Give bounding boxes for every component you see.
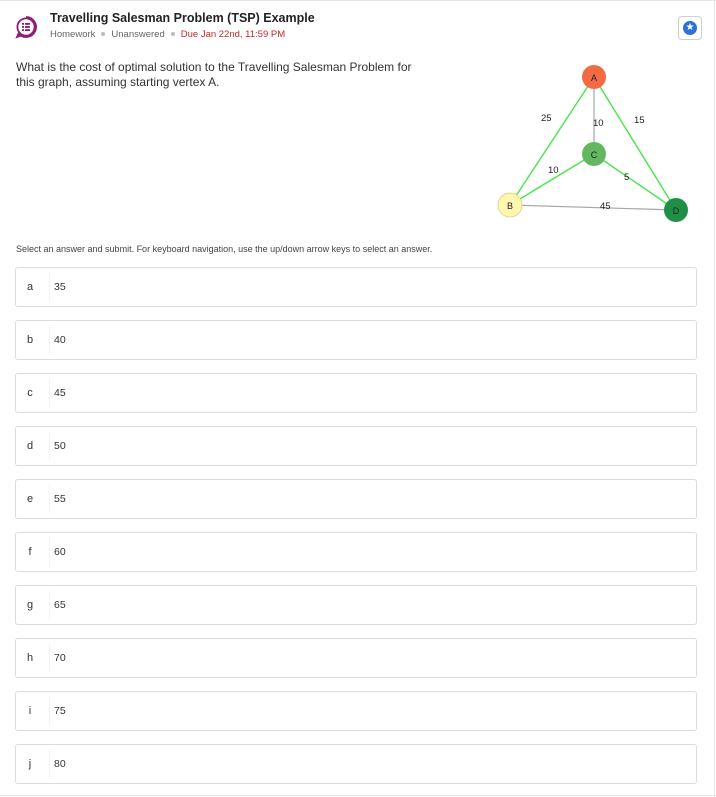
frame-top-border bbox=[0, 0, 716, 1]
option-letter: e bbox=[26, 493, 34, 505]
option-letter: f bbox=[28, 546, 32, 558]
option-letter: c bbox=[27, 387, 33, 399]
option-value: 65 bbox=[54, 599, 66, 611]
answer-option-j[interactable] bbox=[15, 744, 697, 784]
option-letter: g bbox=[26, 599, 34, 611]
option-divider bbox=[49, 273, 50, 301]
edge-a-d bbox=[594, 77, 676, 210]
answer-option-b[interactable] bbox=[15, 320, 697, 360]
star-button[interactable] bbox=[678, 16, 702, 40]
option-value: 55 bbox=[54, 493, 66, 505]
option-divider bbox=[49, 591, 50, 619]
edge-weight-a-b: 25 bbox=[541, 113, 552, 124]
answer-option-i[interactable] bbox=[15, 691, 697, 731]
option-divider bbox=[49, 750, 50, 778]
option-divider bbox=[49, 379, 50, 407]
edge-b-c bbox=[510, 154, 594, 205]
node-label-b: B bbox=[506, 201, 514, 211]
frame-right-border bbox=[714, 0, 715, 797]
option-value: 40 bbox=[54, 334, 66, 346]
option-letter: d bbox=[26, 440, 34, 452]
answer-option-h[interactable] bbox=[15, 638, 697, 678]
edge-weight-b-d: 45 bbox=[600, 201, 611, 212]
question-post-icon bbox=[14, 15, 38, 39]
node-label-c: C bbox=[590, 150, 598, 160]
option-value: 80 bbox=[54, 758, 66, 770]
option-value: 50 bbox=[54, 440, 66, 452]
answer-option-g[interactable] bbox=[15, 585, 697, 625]
edge-b-d bbox=[510, 205, 676, 210]
meta-separator-dot bbox=[101, 32, 105, 36]
answer-status-label: Unanswered bbox=[111, 29, 165, 40]
option-letter: h bbox=[26, 652, 34, 664]
question-text: What is the cost of optimal solution to the Travelling Salesman Problem for this graph, assuming starting vertex A. bbox=[16, 60, 412, 89]
option-letter: j bbox=[28, 758, 32, 770]
option-letter: b bbox=[26, 334, 34, 346]
option-divider bbox=[49, 326, 50, 354]
option-value: 75 bbox=[54, 705, 66, 717]
option-value: 45 bbox=[54, 387, 66, 399]
node-label-a: A bbox=[590, 73, 598, 83]
answer-option-c[interactable] bbox=[15, 373, 697, 413]
star-icon: ★ bbox=[683, 21, 697, 35]
option-divider bbox=[49, 644, 50, 672]
answer-option-d[interactable] bbox=[15, 426, 697, 466]
answer-instructions: Select an answer and submit. For keyboard navigation, use the up/down arrow keys to select an answer. bbox=[16, 244, 433, 254]
option-letter: i bbox=[28, 705, 32, 717]
edge-weight-c-d: 5 bbox=[624, 172, 630, 183]
post-meta bbox=[50, 29, 285, 40]
option-value: 35 bbox=[54, 281, 66, 293]
option-divider bbox=[49, 538, 50, 566]
edge-a-b bbox=[510, 77, 594, 205]
option-value: 60 bbox=[54, 546, 66, 558]
due-date-label: Due Jan 22nd, 11:59 PM bbox=[180, 29, 286, 40]
answer-option-f[interactable] bbox=[15, 532, 697, 572]
edge-weight-b-c: 10 bbox=[548, 165, 559, 176]
node-label-d: D bbox=[672, 206, 680, 216]
answer-option-e[interactable] bbox=[15, 479, 697, 519]
page-title: Travelling Salesman Problem (TSP) Example bbox=[50, 11, 315, 25]
post-type-label: Homework bbox=[50, 29, 96, 40]
option-divider bbox=[49, 697, 50, 725]
option-letter: a bbox=[26, 281, 34, 293]
edge-weight-a-c: 10 bbox=[593, 118, 604, 129]
frame-bottom-border bbox=[0, 795, 716, 796]
option-divider bbox=[49, 432, 50, 460]
option-value: 70 bbox=[54, 652, 66, 664]
answer-option-a[interactable] bbox=[15, 267, 697, 307]
edge-weight-a-d: 15 bbox=[634, 115, 645, 126]
meta-separator-dot bbox=[171, 32, 175, 36]
option-divider bbox=[49, 485, 50, 513]
tsp-graph-diagram bbox=[490, 60, 700, 235]
